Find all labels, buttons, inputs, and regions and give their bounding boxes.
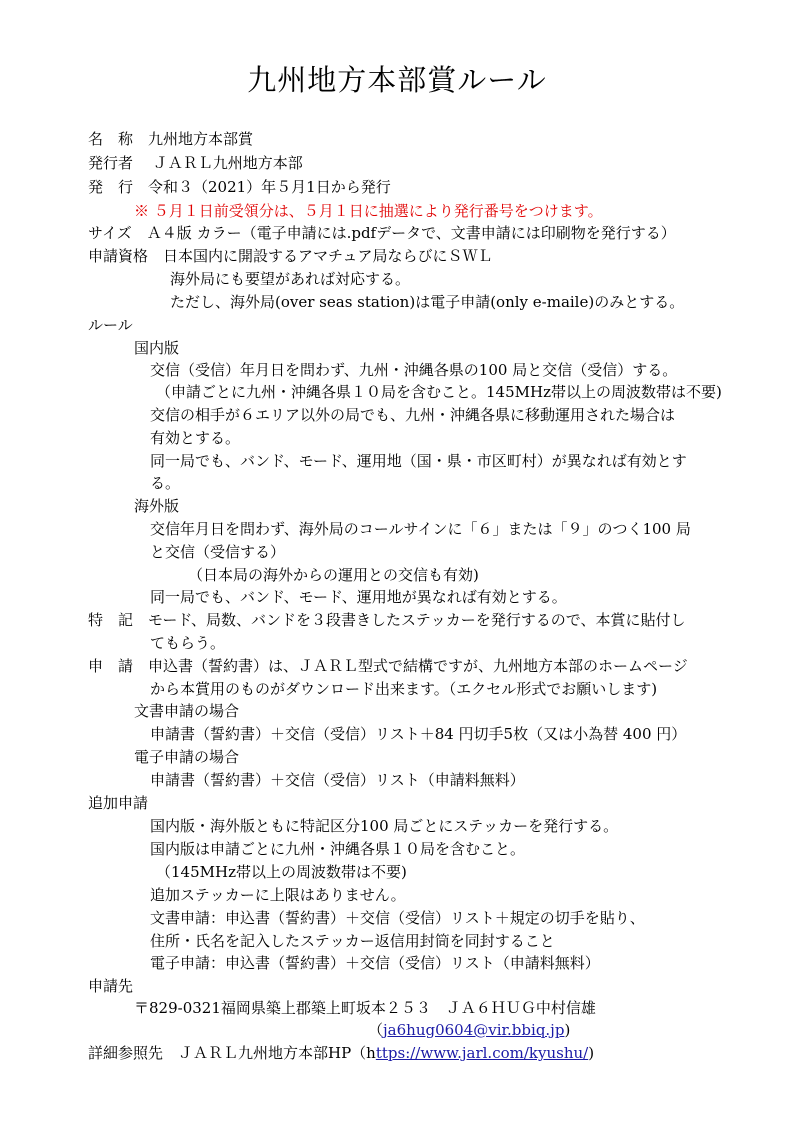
domestic-rule: （申請ごとに九州・沖縄各県１０局を含むこと。145MHz帯以上の周波数帯は不要) [156, 383, 722, 401]
award-name: 名 称 九州地方本部賞 [88, 130, 254, 148]
overseas-rule: と交信（受信する） [150, 543, 286, 561]
issue-date: 発 行 令和３（2021）年５月1日から発行 [88, 178, 391, 196]
page-title: 九州地方本部賞ルール [247, 63, 547, 97]
overseas-rule: （日本局の海外からの運用との交信も有効) [188, 566, 479, 584]
domestic-rule: 有効とする。 [150, 429, 241, 447]
document-application-detail: 申請書（誓約書）＋交信（受信）リスト＋84 円切手5枚（又は小為替 400 円） [150, 725, 687, 743]
email-line [368, 1019, 570, 1041]
additional-heading: 追加申請 [88, 794, 149, 812]
domestic-rule: る。 [150, 474, 181, 492]
lottery-note: ※ ５月１日前受領分は、５月１日に抽選により発行番号をつけます。 [134, 202, 603, 220]
reference-close-paren: ) [588, 1044, 595, 1062]
domestic-rule: 交信（受信）年月日を問わず、九州・沖縄各県の100 局と交信（受信）する。 [150, 361, 678, 379]
additional-rule: （145MHz帯以上の周波数帯は不要) [156, 863, 407, 881]
domestic-rule: 交信の相手が６エリア以外の局でも、九州・沖縄各県に移動運用された場合は [150, 406, 676, 424]
additional-rule: 住所・氏名を記入したステッカー返信用封筒を同封すること [150, 932, 555, 950]
reference-url-link[interactable]: ttps://www.jarl.com/kyushu/ [375, 1044, 589, 1062]
additional-rule: 電子申請：申込書（誓約書）＋交信（受信）リスト（申請料無料） [150, 954, 600, 972]
reference-line [88, 1042, 594, 1064]
rules-heading: ルール [88, 316, 133, 334]
size-line: サイズ Ａ４版 カラー（電子申請には.pdfデータで、文書申請には印刷物を発行する） [88, 224, 676, 242]
reference-label: 詳細参照先 ＪＡＲＬ九州地方本部HP（h [88, 1044, 376, 1062]
overseas-rule: 同一局でも、バンド、モード、運用地が異なれば有効とする。 [150, 588, 567, 606]
qualification-line: 申請資格 日本国内に開設するアマチュア局ならびにＳＷＬ [88, 247, 493, 265]
additional-rule: 追加ステッカーに上限はありません。 [150, 886, 406, 904]
destination-address: 〒829-0321福岡県築上郡築上町坂本２５３ ＪＡ６ＨＵＧ中村信雄 [134, 999, 596, 1017]
destination-heading: 申請先 [88, 977, 134, 995]
qualification-line: 海外局にも要望があれば対応する。 [170, 270, 411, 288]
overseas-heading: 海外版 [134, 497, 180, 515]
application-line: から本賞用のものがダウンロード出来ます。（エクセル形式でお願いします) [150, 680, 658, 698]
domestic-heading: 国内版 [134, 339, 180, 357]
email-link[interactable]: ja6hug0604@vir.bbiq.jp [383, 1021, 565, 1039]
additional-rule: 文書申請：申込書（誓約書）＋交信（受信）リスト＋規定の切手を貼り、 [150, 909, 645, 927]
overseas-rule: 交信年月日を問わず、海外局のコールサインに「６」または「９」のつく100 局 [150, 520, 691, 538]
electronic-application-heading: 電子申請の場合 [134, 748, 240, 766]
additional-rule: 国内版は申請ごとに九州・沖縄各県１０局を含むこと。 [150, 840, 526, 858]
application-line: 申 請 申込書（誓約書）は、ＪＡＲＬ型式で結構ですが、九州地方本部のホームページ [88, 657, 688, 675]
domestic-rule: 同一局でも、バンド、モード、運用地（国・県・市区町村）が異なれば有効とす [150, 452, 687, 470]
qualification-line: ただし、海外局(over seas station)は電子申請(only e-maile)のみとする。 [170, 293, 685, 311]
electronic-application-detail: 申請書（誓約書）＋交信（受信）リスト（申請料無料） [150, 771, 525, 789]
special-note: てもらう。 [150, 634, 226, 652]
special-note: 特 記 モード、局数、バンドを３段書きしたステッカーを発行するので、本賞に貼付し [88, 611, 686, 629]
email-close-paren: ) [564, 1021, 571, 1039]
issuer: 発行者 ＪＡＲＬ九州地方本部 [88, 154, 303, 172]
email-open-paren: （ [368, 1021, 384, 1039]
document-application-heading: 文書申請の場合 [134, 702, 240, 720]
additional-rule: 国内版・海外版ともに特記区分100 局ごとにステッカーを発行する。 [150, 817, 619, 835]
